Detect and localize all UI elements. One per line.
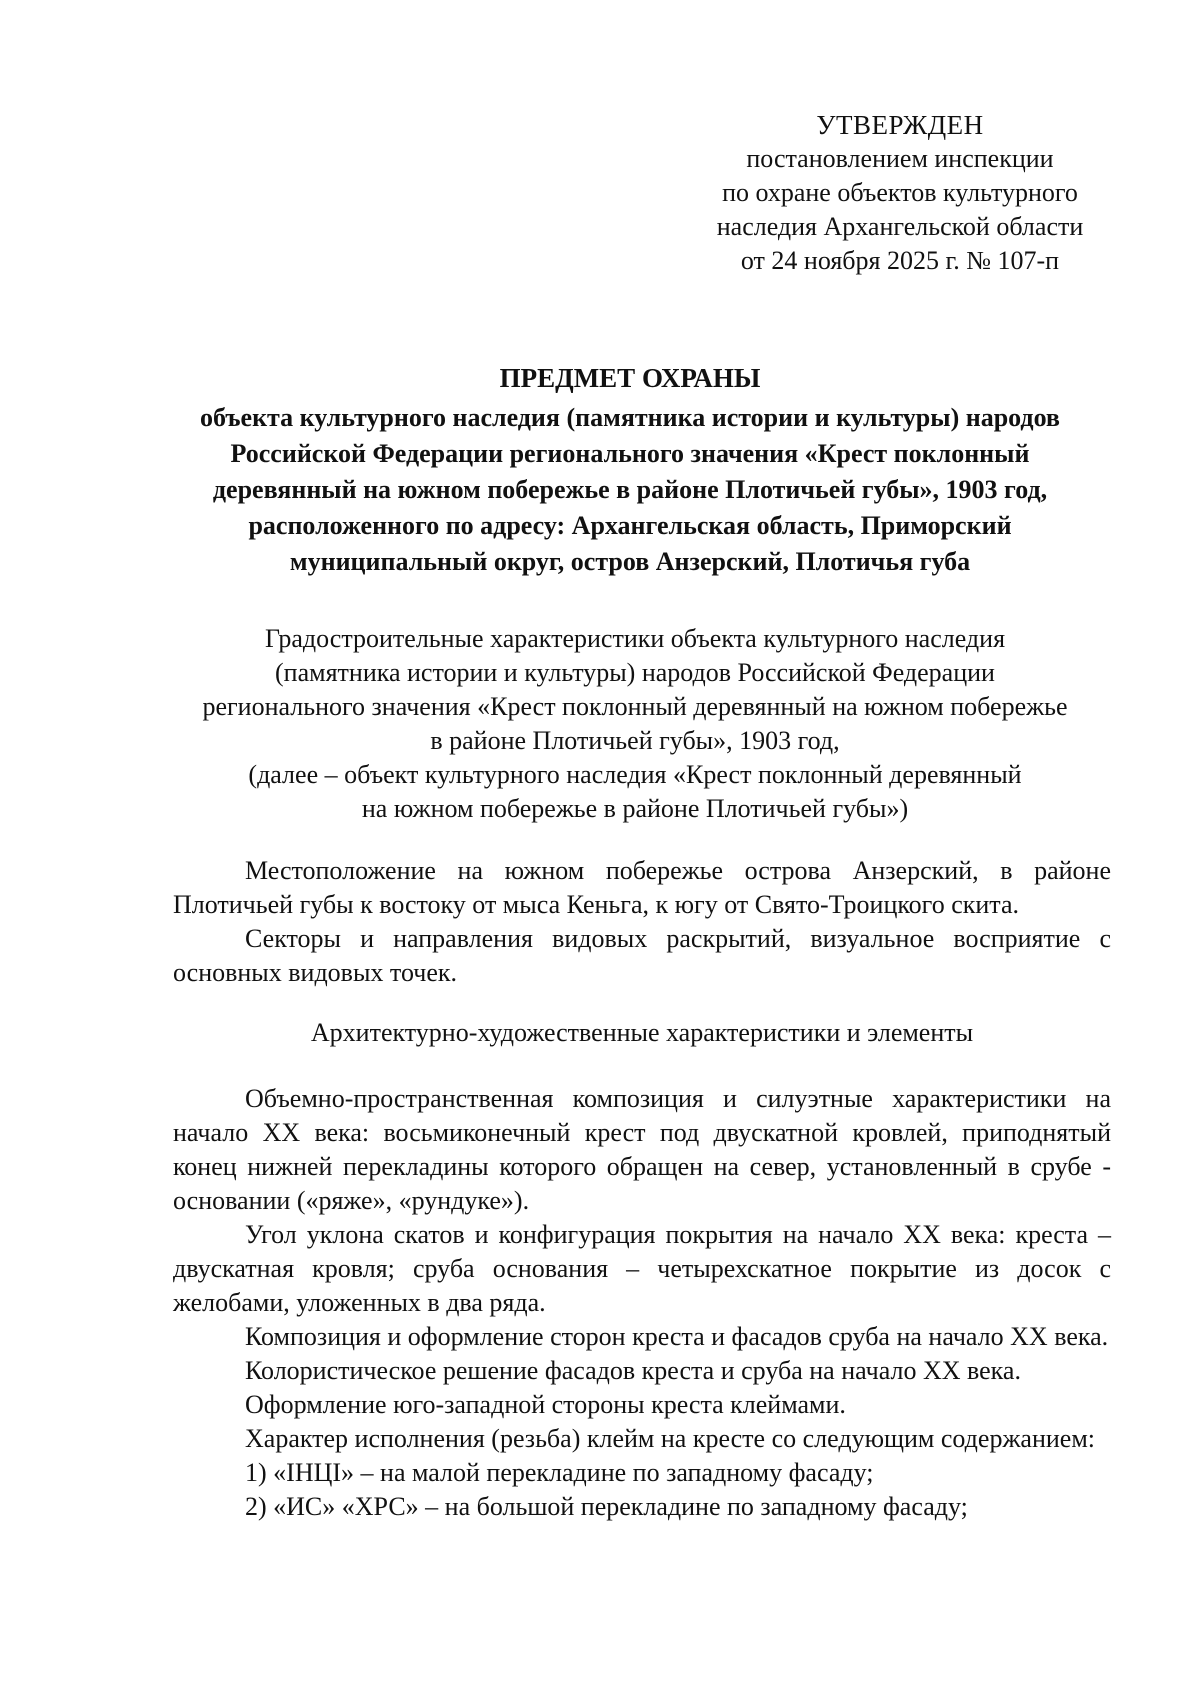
approval-line: по охране объектов культурного	[722, 178, 1078, 207]
heading-line: расположенного по адресу: Архангельская область, Приморский	[248, 511, 1012, 540]
list-item: 2) «ИС» «ХРС» – на большой перекладине по западному фасаду;	[245, 1492, 968, 1521]
subtitle-line: (далее – объект культурного наследия «Крест поклонный деревянный	[248, 760, 1022, 789]
approval-line: наследия Архангельской области	[716, 212, 1084, 241]
document-heading	[130, 360, 1130, 580]
roof-paragraph: Угол уклона скатов и конфигурация покрытия на начало XX века: креста – двускатная кровля; сруба основания – четырехскатное покрытие из досок с желобами, уложенных в два ряда.	[173, 1220, 1111, 1317]
view-sectors-paragraph: Секторы и направления видовых раскрытий, визуальное восприятие с основных видовых точек.	[173, 924, 1111, 987]
architecture-heading: Архитектурно-художественные характеристики и элементы	[310, 1018, 974, 1047]
approval-line: постановлением инспекции	[746, 144, 1054, 173]
document-title: ПРЕДМЕТ ОХРАНЫ	[499, 363, 761, 393]
heading-line: муниципальный округ, остров Анзерский, Плотичья губа	[289, 547, 971, 576]
list-item: 1) «ІНЦІ» – на малой перекладине по западному фасаду;	[245, 1458, 874, 1487]
heading-line: деревянный на южном побережье в районе Плотичьей губы», 1903 год,	[212, 475, 1048, 504]
architecture-section	[173, 1082, 1111, 1524]
carving-paragraph: Характер исполнения (резьба) клейм на кресте со следующим содержанием:	[245, 1424, 1095, 1453]
heading-line: объекта культурного наследия (памятника истории и культуры) народов	[200, 403, 1060, 432]
section-subtitle	[150, 622, 1120, 826]
subtitle-line: Градостроительные характеристики объекта культурного наследия	[264, 624, 1006, 653]
color-paragraph: Колористическое решение фасадов креста и сруба на начало XX века.	[245, 1356, 1021, 1385]
subtitle-line: (памятника истории и культуры) народов Российской Федерации	[275, 658, 995, 687]
location-paragraph: Местоположение на южном побережье острова Анзерский, в районе Плотичьей губы к востоку от мыса Кеньга, к югу от Свято-Троицкого скита.	[173, 856, 1111, 919]
subtitle-line: на южном побережье в районе Плотичьей губы»)	[361, 794, 909, 823]
approval-stamp	[680, 108, 1120, 278]
marks-paragraph: Оформление юго-западной стороны креста клеймами.	[245, 1390, 846, 1419]
subtitle-line: в районе Плотичьей губы», 1903 год,	[430, 726, 840, 755]
approval-date: от 24 ноября 2025 г. № 107-п	[740, 246, 1060, 275]
location-section	[173, 854, 1111, 990]
composition-paragraph: Объемно-пространственная композиция и силуэтные характеристики на начало XX века: восьмиконечный крест под двускатной кровлей, приподнятый конец нижней перекладины которого обращен на север, установленный в срубе - основании («ряже», «рундуке»).	[173, 1084, 1111, 1215]
subtitle-line: регионального значения «Крест поклонный деревянный на южном побережье	[202, 692, 1068, 721]
facade-paragraph: Композиция и оформление сторон креста и фасадов сруба на начало XX века.	[245, 1322, 1109, 1351]
heading-line: Российской Федерации регионального значения «Крест поклонный	[230, 439, 1030, 468]
approval-title: УТВЕРЖДЕН	[816, 110, 984, 140]
